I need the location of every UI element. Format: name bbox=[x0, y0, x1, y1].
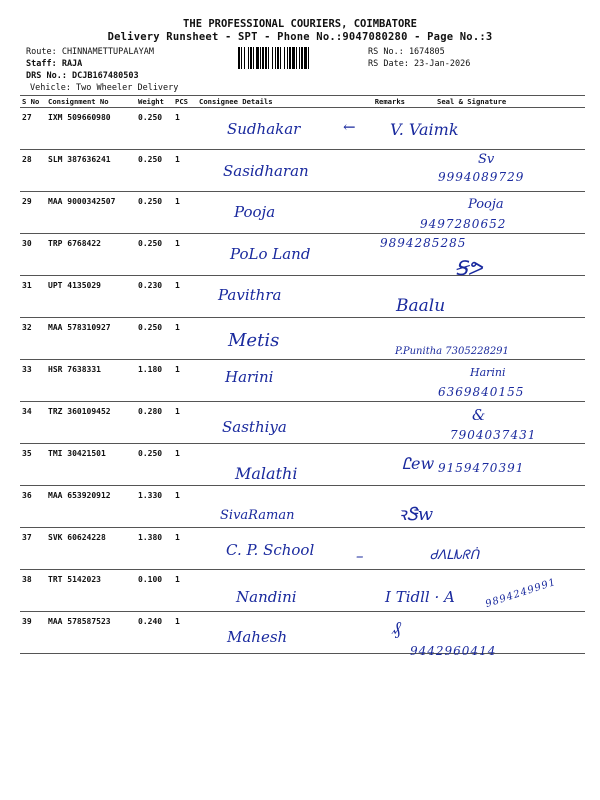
hw-signature: Ꮷᐱᒪᗃᖇᑏ bbox=[430, 548, 480, 563]
hw-signature: Ꮭew bbox=[402, 454, 435, 473]
cell-sno: 33 bbox=[20, 360, 46, 402]
cell-cons: HSR 7638331 bbox=[46, 360, 136, 402]
cell-sno: 29 bbox=[20, 192, 46, 234]
cell-cons: TMI 30421501 bbox=[46, 444, 136, 486]
hw-name: Metis bbox=[228, 330, 280, 351]
hw-name: Pooja bbox=[234, 203, 276, 221]
cell-sno: 38 bbox=[20, 570, 46, 612]
cell-pcs: 1 bbox=[173, 150, 197, 192]
cell-sno: 35 bbox=[20, 444, 46, 486]
cell-pcs: 1 bbox=[173, 192, 197, 234]
cell-wt: 1.380 bbox=[136, 528, 173, 570]
cell-sno: 30 bbox=[20, 234, 46, 276]
cell-cons: MAA 578587523 bbox=[46, 612, 136, 654]
hw-phone: 9894285285 bbox=[380, 236, 467, 250]
cell-cdet bbox=[197, 360, 353, 402]
cell-pcs: 1 bbox=[173, 486, 197, 528]
col-pcs: PCS bbox=[173, 96, 197, 108]
cell-sno: 37 bbox=[20, 528, 46, 570]
drs-label: DRS No.: DCJB167480503 bbox=[26, 71, 139, 81]
hw-signature: ꝛᏕw bbox=[398, 504, 434, 525]
hw-phone: 9442960414 bbox=[410, 644, 497, 658]
cell-wt: 0.230 bbox=[136, 276, 173, 318]
hw-phone: 9497280652 bbox=[420, 217, 507, 231]
hw-name: SivaRaman bbox=[220, 508, 295, 523]
cell-pcs: 1 bbox=[173, 612, 197, 654]
cell-rem bbox=[353, 150, 407, 192]
table-row bbox=[20, 486, 585, 528]
cell-cons: MAA 578310927 bbox=[46, 318, 136, 360]
hw-signature: Harini bbox=[470, 366, 506, 379]
hw-signature: Sv bbox=[478, 152, 495, 167]
col-weight: Weight bbox=[136, 96, 173, 108]
cell-rem bbox=[353, 402, 407, 444]
cell-pcs: 1 bbox=[173, 528, 197, 570]
table-row bbox=[20, 276, 585, 318]
table-header-row bbox=[20, 96, 585, 108]
cell-cons: MAA 653920912 bbox=[46, 486, 136, 528]
hw-signature: & bbox=[472, 406, 486, 424]
hw-name: Pavithra bbox=[218, 286, 282, 304]
hw-phone: 9994089729 bbox=[438, 170, 525, 184]
cell-sig bbox=[407, 486, 585, 528]
cell-pcs: 1 bbox=[173, 108, 197, 150]
table-row bbox=[20, 108, 585, 150]
col-signature: Seal & Signature bbox=[407, 96, 585, 108]
hw-name: Sasthiya bbox=[222, 418, 287, 436]
cell-cons: MAA 9000342507 bbox=[46, 192, 136, 234]
cell-sno: 28 bbox=[20, 150, 46, 192]
hw-name: C. P. School bbox=[226, 541, 315, 559]
cell-wt: 0.280 bbox=[136, 402, 173, 444]
cell-wt: 0.250 bbox=[136, 234, 173, 276]
hw-signature: Baalu bbox=[396, 296, 446, 316]
cell-sno: 32 bbox=[20, 318, 46, 360]
cell-wt: 0.250 bbox=[136, 150, 173, 192]
cell-wt: 1.330 bbox=[136, 486, 173, 528]
route-label: Route: CHINNAMETTUPALAYAM bbox=[26, 47, 154, 57]
hw-name: PoLo Land bbox=[230, 245, 311, 263]
hw-remark: ← bbox=[343, 118, 356, 136]
cell-sno: 39 bbox=[20, 612, 46, 654]
hw-signature: P.Punitha 7305228291 bbox=[395, 346, 509, 357]
table-row bbox=[20, 612, 585, 654]
cell-pcs: 1 bbox=[173, 276, 197, 318]
staff-label: Staff: RAJA bbox=[26, 59, 83, 69]
cell-pcs: 1 bbox=[173, 318, 197, 360]
hw-remark: – bbox=[356, 547, 364, 565]
vehicle-label: Vehicle: Two Wheeler Delivery bbox=[30, 83, 179, 93]
hw-signature: V. Vaimk bbox=[390, 120, 459, 139]
hw-signature: Ꞩᕗ bbox=[455, 256, 483, 280]
cell-rem bbox=[353, 360, 407, 402]
hw-name: Malathi bbox=[235, 464, 298, 483]
cell-cons: TRP 6768422 bbox=[46, 234, 136, 276]
cell-cons: SVK 60624228 bbox=[46, 528, 136, 570]
cell-rem bbox=[353, 192, 407, 234]
cell-cons: IXM 509660980 bbox=[46, 108, 136, 150]
col-consignment: Consignment No bbox=[46, 96, 136, 108]
cell-pcs: 1 bbox=[173, 234, 197, 276]
rs-no-label: RS No.: 1674805 bbox=[368, 47, 445, 57]
cell-wt: 0.250 bbox=[136, 444, 173, 486]
hw-phone: 6369840155 bbox=[438, 385, 525, 399]
cell-wt: 0.250 bbox=[136, 318, 173, 360]
hw-name: Harini bbox=[225, 368, 274, 386]
hw-name: Nandini bbox=[236, 588, 297, 606]
cell-wt: 1.180 bbox=[136, 360, 173, 402]
hw-signature: I Tidll · A bbox=[385, 588, 455, 606]
rs-date-label: RS Date: 23-Jan-2026 bbox=[368, 59, 471, 69]
cell-sno: 34 bbox=[20, 402, 46, 444]
cell-wt: 0.240 bbox=[136, 612, 173, 654]
hw-signature: Pooja bbox=[468, 197, 504, 212]
cell-wt: 0.100 bbox=[136, 570, 173, 612]
hw-phone: 9159470391 bbox=[438, 461, 525, 475]
cell-sno: 31 bbox=[20, 276, 46, 318]
barcode bbox=[238, 47, 364, 69]
hw-name: Sasidharan bbox=[223, 162, 309, 180]
col-consignee: Consignee Details bbox=[197, 96, 353, 108]
cell-cons: UPT 4135029 bbox=[46, 276, 136, 318]
cell-cons: SLM 387636241 bbox=[46, 150, 136, 192]
cell-wt: 0.250 bbox=[136, 108, 173, 150]
cell-pcs: 1 bbox=[173, 402, 197, 444]
hw-name: Sudhakar bbox=[227, 120, 301, 138]
hw-signature: ₰ bbox=[392, 618, 401, 639]
cell-sno: 36 bbox=[20, 486, 46, 528]
company-title: THE PROFESSIONAL COURIERS, COIMBATORE bbox=[183, 18, 417, 30]
cell-pcs: 1 bbox=[173, 444, 197, 486]
cell-pcs: 1 bbox=[173, 570, 197, 612]
hw-phone: 9894249991 bbox=[484, 576, 558, 611]
col-remarks: Remarks bbox=[353, 96, 407, 108]
barcode-bar bbox=[309, 47, 311, 69]
col-sno: S No bbox=[20, 96, 46, 108]
cell-rem bbox=[353, 444, 407, 486]
cell-wt: 0.250 bbox=[136, 192, 173, 234]
cell-sno: 27 bbox=[20, 108, 46, 150]
runsheet-title: Delivery Runsheet - SPT - Phone No.:9047080280 - Page No.:3 bbox=[107, 31, 493, 43]
cell-pcs: 1 bbox=[173, 360, 197, 402]
cell-cons: TRZ 360109452 bbox=[46, 402, 136, 444]
cell-cons: TRT 5142023 bbox=[46, 570, 136, 612]
hw-phone: 7904037431 bbox=[450, 428, 537, 442]
hw-name: Mahesh bbox=[227, 628, 288, 646]
